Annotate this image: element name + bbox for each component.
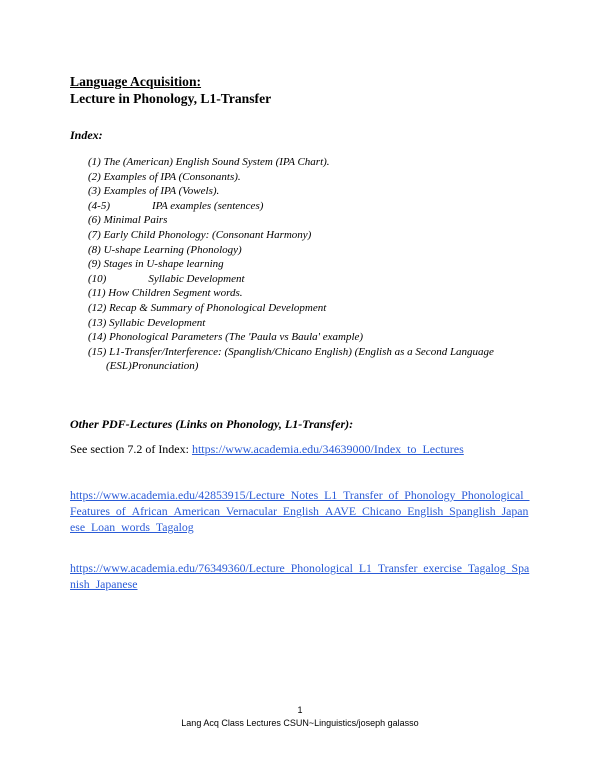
see-section-line [70,442,464,457]
index-item: (6) Minimal Pairs [88,214,168,227]
index-list [88,155,494,374]
index-item: (14) Phonological Parameters (The 'Paula vs Baula' example) [88,331,364,344]
index-item [88,272,494,287]
index-item: (2) Examples of IPA (Consonants). [88,170,241,183]
index-item-text: (4-5) IPA examples (sentences) [88,199,264,212]
title-line-1: Language Acquisition: [70,74,202,89]
index-item: (9) Stages in U-shape learning [88,258,224,271]
index-item-continuation: (ESL)Pronunciation) [106,360,199,373]
index-item: (8) U-shape Learning (Phonology) [88,243,242,256]
index-item-text: (10) Syllabic Development [88,272,245,285]
index-to-lectures-link[interactable]: https://www.academia.edu/34639000/Index_to_Lectures [191,442,464,456]
index-item: (7) Early Child Phonology: (Consonant Harmony) [88,228,312,241]
index-item: (1) The (American) English Sound System (IPA Chart). [88,156,330,168]
see-section-text: See section 7.2 of Index: [70,442,192,456]
index-item: (3) Examples of IPA (Vowels). [88,185,220,198]
footer-text: Lang Acq Class Lectures CSUN~Linguistics/joseph galasso [181,718,419,728]
title-line-2: Lecture in Phonology, L1-Transfer [70,91,272,106]
link-block-1 [70,487,530,535]
index-item: (12) Recap & Summary of Phonological Development [88,301,327,314]
l1-transfer-exercise-link[interactable]: https://www.academia.edu/76349360/Lecture_Phonological_L1_Transfer_exercise_Tagalog_Spanish_Japanese [70,561,530,591]
index-item: (15) L1-Transfer/Interference: (Spanglish/Chicano English) (English as a Second Language [88,345,494,358]
index-item: (11) How Children Segment words. [88,287,243,300]
link-block-2 [70,560,530,592]
page-number: 1 [297,705,303,715]
index-item: (13) Syllabic Development [88,316,206,329]
index-heading: Index: [70,128,103,142]
index-item [88,199,494,214]
phonology-lecture-link[interactable]: https://www.academia.edu/42853915/Lecture_Notes_L1_Transfer_of_Phonology_Phonological_Features_of_African_American_Vernacular_English_AAVE_Chicano_English_Spanglish_Japanese_Loan_words_Tagalog [70,488,530,534]
other-lectures-heading: Other PDF-Lectures (Links on Phonology, L1-Transfer): [70,417,354,431]
